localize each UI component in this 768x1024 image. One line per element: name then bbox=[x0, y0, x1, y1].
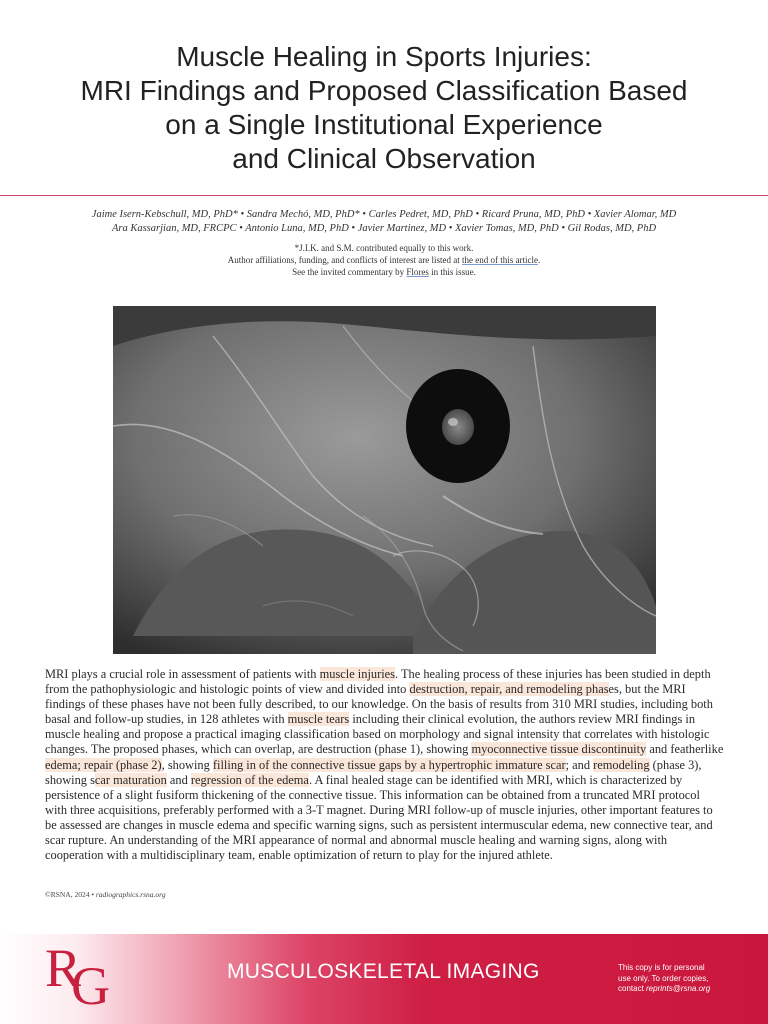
journal-url[interactable]: radiographics.rsna.org bbox=[95, 890, 166, 899]
title-line: and Clinical Observation bbox=[232, 143, 536, 174]
affiliations-link[interactable]: the end of this article bbox=[462, 255, 538, 265]
logo-letter-g: G bbox=[71, 956, 110, 1016]
author-line: Ara Kassarjian, MD, FRCPC • Antonio Luna, MD, PhD • Javier Martinez, MD • Xavier Tomas, MD, PhD • Gil Rodas, MD, PhD bbox=[111, 223, 657, 234]
reprint-email-link[interactable]: reprints@rsna.org bbox=[646, 984, 711, 993]
highlight: myoconnective tissue discontinuity bbox=[471, 742, 647, 757]
logo-letter-r: R bbox=[45, 938, 82, 998]
author-notes bbox=[0, 242, 768, 278]
radiographics-logo bbox=[45, 938, 115, 1016]
highlight: edema; repair (phase 2) bbox=[45, 757, 162, 772]
title-line: on a Single Institutional Experience bbox=[165, 109, 603, 140]
title-divider bbox=[0, 195, 768, 196]
author-list bbox=[0, 208, 768, 236]
commentary-note: See the invited commentary by Flores in this issue. bbox=[292, 267, 476, 277]
reprint-notice: This copy is for personal use only. To order copies, contact reprints@rsna.org bbox=[618, 963, 711, 993]
abstract-paragraph: MRI plays a crucial role in assessment of patients with muscle injuries. The healing process of these injuries has been studied in depth from the pathophysiologic and histologic points of view and divided into destruction, repair, and remodeling phases, but the MRI findings of these phases have not been fully described, to our knowledge. On the basis of results from 310 MRI studies, including both basal and follow-up studies, in 128 athletes with muscle tears including their clinical evolution, the authors review MRI findings in muscle healing and propose a practical imaging classification based on morphology and signal intensity that correlates with histologic changes. The proposed phases, which can overlap, are destruction (phase 1), showing myoconnective tissue discontinuity and featherlike edema; repair (phase 2), showing filling in of the connective tissue gaps by a hypertrophic immature scar; and remodeling (phase 3), showing scar maturation and regression of the edema. A final healed stage can be identified with MRI, which is characterized by persistence of a slight fusiform thickening of the connective tissue. This information can be obtained from a truncated MRI protocol with three acquisitions, preferably performed with a 3-T magnet. During MRI follow-up of muscle injuries, other important features to be assessed are changes in muscle edema and specific warning signs, such as persistent intermuscular edema, new connective tear, and scar rupture. An understanding of the MRI appearance of normal and abnormal muscle healing and warning signs, along with cooperation with a multidisciplinary team, enable optimization of return to play for the injured athlete. bbox=[45, 667, 724, 863]
equal-contribution-note: *J.I.K. and S.M. contributed equally to this work. bbox=[294, 243, 474, 253]
highlight: destruction, repair, and remodeling phas bbox=[409, 682, 609, 697]
author-line: Jaime Isern-Kebschull, MD, PhD* • Sandra Mechó, MD, PhD* • Carles Pedret, MD, PhD • Ricard Pruna, MD, PhD • Xavier Alomar, MD bbox=[91, 209, 677, 220]
title-line: MRI Findings and Proposed Classification Based bbox=[80, 75, 688, 106]
highlight: muscle tears bbox=[287, 712, 350, 727]
mri-thigh-cross-section bbox=[113, 306, 656, 654]
commentary-link[interactable]: Flores bbox=[406, 267, 429, 277]
article-title bbox=[0, 40, 768, 176]
highlight: remodeling bbox=[593, 757, 650, 772]
title-line: Muscle Healing in Sports Injuries: bbox=[176, 41, 592, 72]
highlight: filling in of the connective tissue gaps by a hypertrophic immature scar bbox=[212, 757, 566, 772]
copyright-line: ©RSNA, 2024 • radiographics.rsna.org bbox=[45, 890, 166, 899]
section-label: MUSCULOSKELETAL IMAGING bbox=[227, 960, 540, 983]
highlight: car maturation bbox=[94, 772, 167, 787]
affiliations-note: Author affiliations, funding, and conflicts of interest are listed at the end of this article. bbox=[227, 255, 541, 265]
highlight: regression of the edema bbox=[190, 772, 309, 787]
mri-image bbox=[113, 306, 656, 654]
highlight: muscle injuries bbox=[319, 667, 395, 681]
